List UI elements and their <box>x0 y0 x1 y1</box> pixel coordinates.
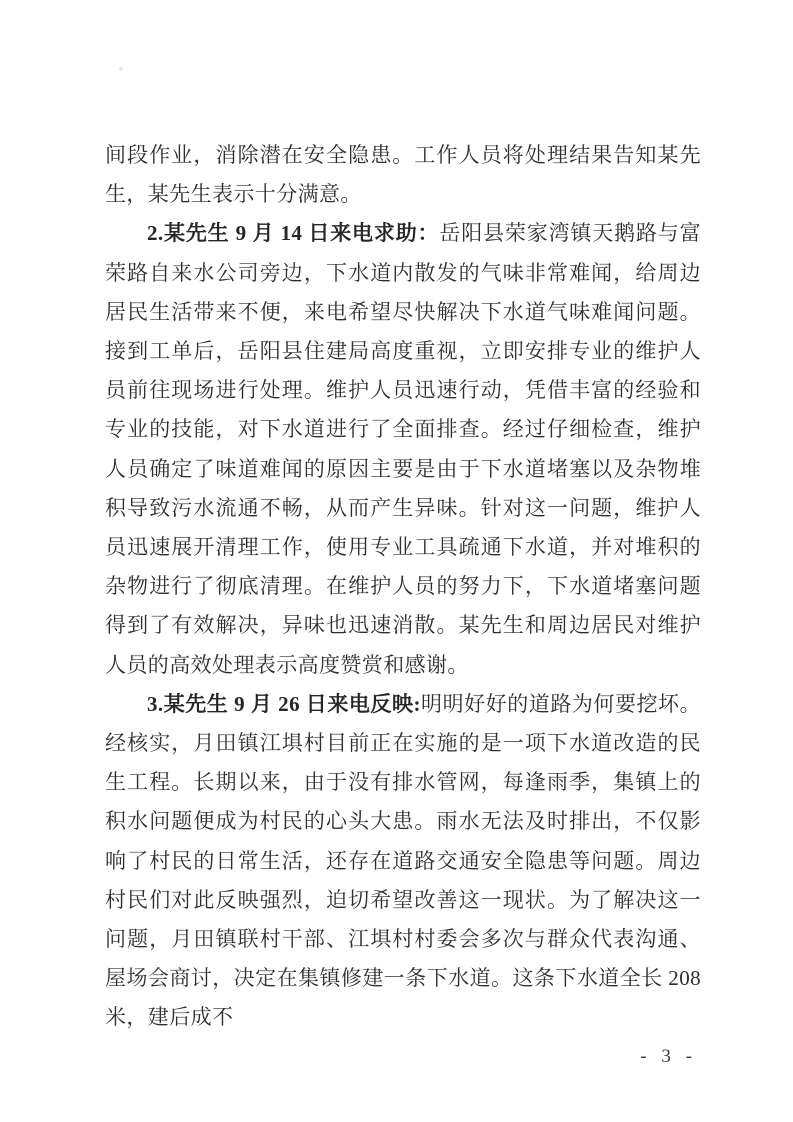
document-body <box>105 136 701 1038</box>
page-number: - 3 - <box>640 1046 697 1067</box>
paragraph-item-2 <box>105 214 701 684</box>
paragraph-lead: 2.某先生 9 月 14 日来电求助： <box>147 221 440 246</box>
paragraph-item-3 <box>105 685 701 1038</box>
paragraph-lead: 3.某先生 9 月 26 日来电反映: <box>147 691 421 716</box>
paragraph-body: 岳阳县荣家湾镇天鹅路与富荣路自来水公司旁边，下水道内散发的气味非常难闻，给周边居民生活带来不便，来电希望尽快解决下水道气味难闻问题。接到工单后，岳阳县住建局高度重视，立即安排专业的维护人员前往现场进行处理。维护人员迅速行动，凭借丰富的经验和专业的技能，对下水道进行了全面排查。经过仔细检查，维护人员确定了味道难闻的原因主要是由于下水道堵塞以及杂物堆积导致污水流通不畅，从而产生异味。针对这一问题，维护人员迅速展开清理工作，使用专业工具疏通下水道，并对堆积的杂物进行了彻底清理。在维护人员的努力下，下水道堵塞问题得到了有效解决，异味也迅速消散。某先生和周边居民对维护人员的高效处理表示高度赞赏和感谢。 <box>105 221 701 677</box>
paragraph-body: 明明好好的道路为何要挖坏。经核实，月田镇江埧村目前正在实施的是一项下水道改造的民生工程。长期以来，由于没有排水管网，每逢雨季，集镇上的积水问题便成为村民的心头大患。雨水无法及时排出，不仅影响了村民的日常生活，还存在道路交通安全隐患等问题。周边村民们对此反映强烈，迫切希望改善这一现状。为了解决这一问题，月田镇联村干部、江埧村村委会多次与群众代表沟通、屋场会商讨，决定在集镇修建一条下水道。这条下水道全长 208 米，建后成不 <box>105 691 702 1030</box>
scan-artifact <box>119 67 123 71</box>
paragraph-continuation <box>105 136 701 214</box>
paragraph-body: 间段作业，消除潜在安全隐患。工作人员将处理结果告知某先生，某先生表示十分满意。 <box>105 143 701 207</box>
